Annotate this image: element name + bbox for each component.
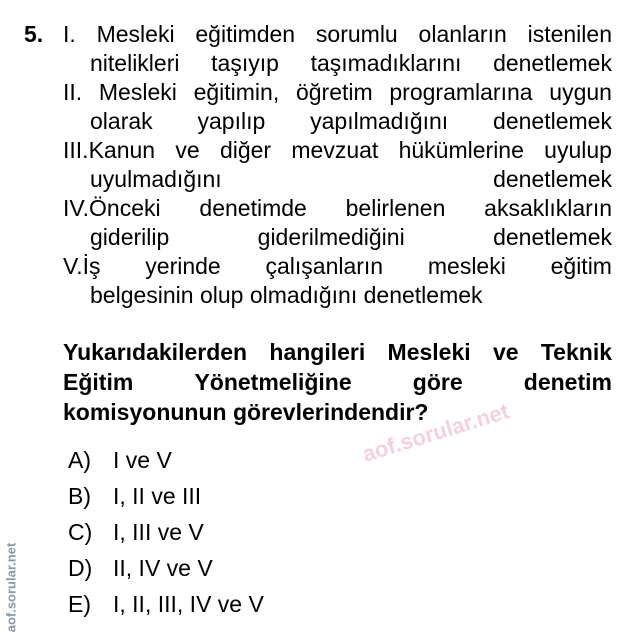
word: uyulup [544,137,612,163]
word: hangileri [269,339,366,365]
option-letter: D) [68,555,93,581]
item-5-line-1 [63,252,612,280]
word: Önceki [89,195,161,221]
item-2-line-1 [63,78,612,106]
word: Eğitim [63,369,134,395]
option-text: I, II, III, IV ve V [113,591,264,617]
side-watermark: aof.sorular.net [3,542,19,633]
word: denetim [523,369,612,395]
word: Kanun [88,137,156,163]
word: giderilmediğini [257,224,405,250]
word: taşıyıp [211,50,279,76]
word [63,136,155,164]
word: eğitimin, [193,79,280,105]
word: sorumlu [315,21,398,47]
word: Mesleki [98,79,177,105]
roman-numeral: IV. [63,195,90,221]
roman-numeral: III. [63,137,89,163]
word: denetlemek [493,108,612,134]
word: programlarına [389,79,533,105]
word: Yukarıdakilerden [63,339,248,365]
word: denetlemek [493,224,612,250]
word: denetimde [199,195,307,221]
word [63,194,161,222]
word: uyulmadığını [90,166,222,192]
word: Mesleki [96,21,175,47]
word: yapılıp [197,108,266,134]
word: olanların [418,21,507,47]
option-text: I, II ve III [113,483,202,509]
option-text: I, III ve V [113,519,204,545]
question-stem-line-1 [63,337,612,367]
option-letter: C) [68,519,93,545]
word: mevzuat [291,137,379,163]
item-4-line-1 [63,194,612,222]
question-number: 5. [24,21,44,47]
option-e[interactable] [68,590,264,618]
option-text: II, IV ve V [113,555,213,581]
word: ve [175,137,200,163]
word: taşımadıklarını [310,50,462,76]
item-5-line-2: belgesinin olup olmadığını denetlemek [90,282,483,308]
word [63,252,101,280]
option-letter: A) [68,447,91,473]
word: olarak [90,108,153,134]
item-1-line-1 [63,20,612,48]
word: Yönetmeliğine [194,369,352,395]
item-3-line-2 [90,165,612,193]
word: denetlemek [493,50,612,76]
word: yerinde [145,253,221,279]
word: ve [492,339,519,365]
word: nitelikleri [90,50,180,76]
word: Teknik [540,339,612,365]
word: öğretim [295,79,373,105]
question-stem-line-3: komisyonunun görevlerindendir? [63,399,429,425]
option-a[interactable] [68,446,172,474]
question-stem-line-2 [63,367,612,397]
word: diğer [219,137,272,163]
item-2-line-2 [90,107,612,135]
word: İş [82,253,101,279]
roman-numeral: II. [63,79,83,105]
option-text: I ve V [113,447,172,473]
word: eğitim [550,253,612,279]
option-letter: E) [68,591,91,617]
word: hükümlerine [398,137,524,163]
word: göre [412,369,463,395]
word: aksaklıkların [484,195,612,221]
word: istenilen [527,21,612,47]
item-3-line-1 [63,136,612,164]
word: Mesleki [387,339,471,365]
word: uygun [549,79,612,105]
word: yapılmadığını [310,108,449,134]
option-letter: B) [68,483,91,509]
item-1-line-2 [90,49,612,77]
option-c[interactable] [68,518,204,546]
option-b[interactable] [68,482,201,510]
word: eğitimden [195,21,296,47]
roman-numeral: I. [63,21,76,47]
option-d[interactable] [68,554,213,582]
diagonal-watermark: aof.sorular.net [359,398,512,467]
word: giderilip [90,224,170,250]
word: mesleki [427,253,506,279]
word: çalışanların [265,253,384,279]
word: denetlemek [493,166,612,192]
item-4-line-2 [90,223,612,251]
roman-numeral: V. [63,253,83,279]
word: belirlenen [345,195,446,221]
